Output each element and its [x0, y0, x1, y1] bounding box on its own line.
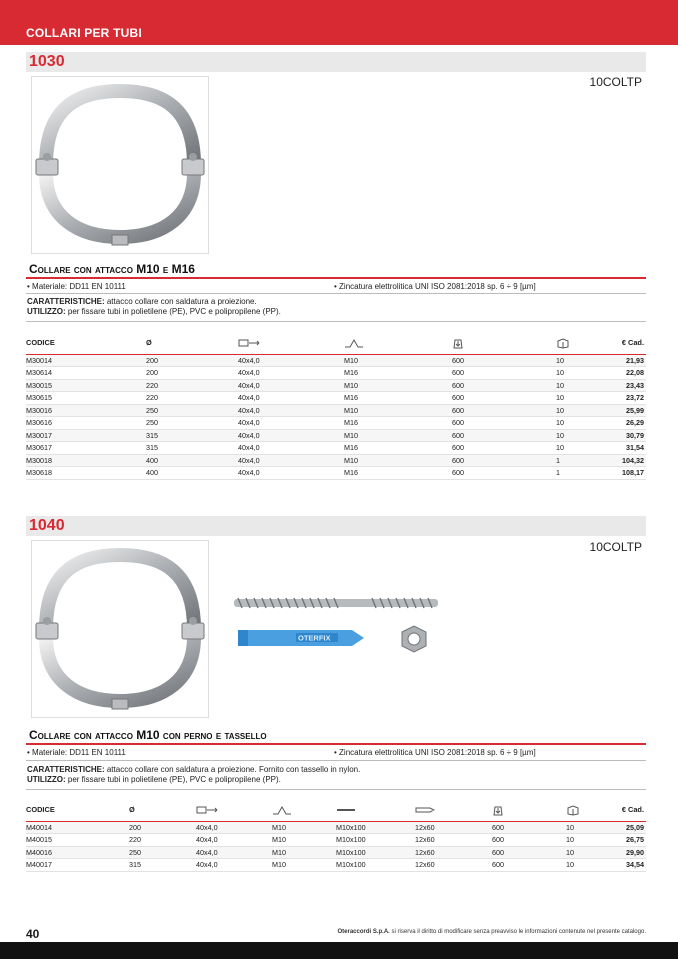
table-cell: M16 — [344, 392, 452, 405]
table-cell: 40x4,0 — [238, 467, 344, 480]
company-name: Oteraccordi S.p.A. — [337, 929, 390, 935]
table-cell: 10 — [566, 834, 611, 847]
table-cell: M40017 — [26, 859, 129, 872]
table-cell: 40x4,0 — [238, 404, 344, 417]
table-cell: 600 — [452, 417, 556, 430]
table-cell: 10 — [566, 859, 611, 872]
table-cell: 40x4,0 — [238, 454, 344, 467]
hex-nut-icon — [402, 626, 426, 652]
table-cell: 10 — [556, 367, 611, 380]
dowel-size-icon — [415, 806, 435, 814]
table-cell: M10x100 — [336, 846, 415, 859]
table-cell: 600 — [492, 859, 566, 872]
table-cell: 108,17 — [611, 467, 646, 480]
table-cell: 40x4,0 — [196, 846, 272, 859]
table-row — [26, 846, 646, 859]
table-cell: 600 — [492, 846, 566, 859]
product-description — [27, 297, 281, 317]
col-pack-icon — [556, 332, 611, 354]
load-weight-icon — [492, 804, 504, 816]
col-dowel-icon — [415, 799, 492, 821]
table-row — [26, 404, 646, 417]
table-cell: 40x4,0 — [238, 354, 344, 367]
table-cell: 40x4,0 — [238, 392, 344, 405]
table-cell: M30616 — [26, 417, 146, 430]
table-row — [26, 442, 646, 455]
nylon-dowel-icon — [238, 630, 364, 646]
table-cell: M10 — [272, 834, 336, 847]
category-title: COLLARI PER TUBI — [26, 26, 142, 40]
table-cell: 600 — [452, 454, 556, 467]
band-dimension-icon — [238, 339, 260, 347]
accessories-image — [232, 588, 442, 678]
load-weight-icon — [452, 337, 464, 349]
product-image-clamp — [31, 76, 209, 254]
table-cell: 22,08 — [611, 367, 646, 380]
col-bolt-icon — [336, 799, 415, 821]
usage-label: UTILIZZO: — [27, 307, 66, 316]
table-cell: 600 — [452, 367, 556, 380]
table-row — [26, 821, 646, 834]
table-cell: 600 — [452, 467, 556, 480]
table-cell: 10 — [556, 354, 611, 367]
table-cell: M30017 — [26, 429, 146, 442]
table-cell: 600 — [452, 379, 556, 392]
table-row — [26, 859, 646, 872]
table-cell: 10 — [556, 404, 611, 417]
table-cell: M16 — [344, 417, 452, 430]
product-table-1040 — [26, 799, 646, 872]
table-cell: 220 — [146, 392, 238, 405]
title-divider — [26, 743, 646, 745]
table-cell: M10 — [344, 429, 452, 442]
section-number: 1040 — [29, 517, 65, 534]
table-cell: 400 — [146, 454, 238, 467]
col-band-size-icon — [238, 332, 344, 354]
spec-divider — [26, 760, 646, 761]
table-header-row — [26, 332, 646, 354]
threaded-bolt-icon — [234, 598, 438, 608]
table-cell: 10 — [566, 846, 611, 859]
table-cell: 26,75 — [611, 834, 646, 847]
table-row — [26, 392, 646, 405]
table-cell: 40x4,0 — [196, 859, 272, 872]
table-cell: 10 — [556, 417, 611, 430]
col-band-size-icon — [196, 799, 272, 821]
table-row — [26, 429, 646, 442]
col-thread-icon — [344, 332, 452, 354]
table-cell: M40016 — [26, 846, 129, 859]
section-header-1040 — [26, 516, 646, 536]
table-cell: 10 — [556, 392, 611, 405]
product-title: Collare con attacco M10 e M16 — [29, 262, 195, 276]
table-cell: M30617 — [26, 442, 146, 455]
table-cell: M10x100 — [336, 821, 415, 834]
package-quantity-icon — [566, 804, 580, 816]
table-cell: 40x4,0 — [238, 367, 344, 380]
col-code: CODICE — [26, 799, 129, 821]
table-cell: 10 — [566, 821, 611, 834]
dowel-brand-text: OTERFIX — [298, 633, 331, 643]
table-cell: 12x60 — [415, 846, 492, 859]
table-cell: M16 — [344, 467, 452, 480]
table-row — [26, 834, 646, 847]
table-cell: 315 — [129, 859, 196, 872]
table-cell: 26,29 — [611, 417, 646, 430]
desc-divider — [26, 789, 646, 790]
section-header-1030 — [26, 52, 646, 72]
table-cell: M10 — [272, 859, 336, 872]
table-row — [26, 354, 646, 367]
col-diameter: Ø — [146, 332, 238, 354]
material-spec: • Materiale: DD11 EN 10111 — [27, 282, 126, 291]
table-row — [26, 379, 646, 392]
table-cell: M10 — [344, 379, 452, 392]
table-row — [26, 467, 646, 480]
bottom-bar — [0, 942, 678, 959]
table-cell: M30014 — [26, 354, 146, 367]
table-cell: 200 — [146, 354, 238, 367]
table-cell: M10 — [272, 846, 336, 859]
table-cell: 315 — [146, 429, 238, 442]
col-load-icon — [492, 799, 566, 821]
col-diameter: Ø — [129, 799, 196, 821]
table-cell: 220 — [146, 379, 238, 392]
table-cell: 250 — [129, 846, 196, 859]
table-cell: M10 — [344, 454, 452, 467]
table-cell: M10x100 — [336, 834, 415, 847]
usage-text: per fissare tubi in polietilene (PE), PVC e polipropilene (PP). — [65, 775, 281, 784]
table-cell: M16 — [344, 442, 452, 455]
table-cell: M40014 — [26, 821, 129, 834]
col-pack-icon — [566, 799, 611, 821]
table-cell: M30015 — [26, 379, 146, 392]
title-divider — [26, 277, 646, 279]
table-cell: M30615 — [26, 392, 146, 405]
table-cell: 200 — [129, 821, 196, 834]
table-cell: 34,54 — [611, 859, 646, 872]
table-cell: M30614 — [26, 367, 146, 380]
table-cell: 23,43 — [611, 379, 646, 392]
table-cell: M10 — [344, 354, 452, 367]
table-cell: M40015 — [26, 834, 129, 847]
characteristics-text: attacco collare con saldatura a proiezione. Fornito con tassello in nylon. — [104, 765, 361, 774]
table-cell: 21,93 — [611, 354, 646, 367]
product-code-tag: 10COLTP — [589, 540, 642, 554]
table-header-row — [26, 799, 646, 821]
table-cell: M10 — [344, 404, 452, 417]
table-cell: 25,09 — [611, 821, 646, 834]
characteristics-text: attacco collare con saldatura a proiezione. — [104, 297, 257, 306]
table-cell: M10x100 — [336, 859, 415, 872]
desc-divider — [26, 321, 646, 322]
table-cell: 200 — [146, 367, 238, 380]
characteristics-label: CARATTERISTICHE: — [27, 297, 105, 306]
table-cell: M30016 — [26, 404, 146, 417]
table-cell: 25,99 — [611, 404, 646, 417]
table-cell: 315 — [146, 442, 238, 455]
table-cell: 12x60 — [415, 821, 492, 834]
table-cell: 40x4,0 — [238, 417, 344, 430]
package-quantity-icon — [556, 337, 570, 349]
pipe-clamp-illustration — [32, 77, 208, 253]
table-cell: 10 — [556, 442, 611, 455]
characteristics-label: CARATTERISTICHE: — [27, 765, 105, 774]
table-cell: 29,90 — [611, 846, 646, 859]
product-title: Collare con attacco M10 con perno e tassello — [29, 728, 267, 742]
clamp-thread-icon — [344, 338, 364, 348]
table-cell: 600 — [452, 392, 556, 405]
disclaimer-text: si riserva il diritto di modificare senza preavviso le informazioni contenute nel presente catalogo. — [389, 929, 646, 935]
table-cell: 220 — [129, 834, 196, 847]
product-description — [27, 765, 360, 785]
coating-spec: • Zincatura elettrolitica UNI ISO 2081:2018 sp. 6 ÷ 9 [µm] — [334, 748, 536, 757]
table-cell: 600 — [492, 821, 566, 834]
table-cell: 12x60 — [415, 834, 492, 847]
coating-spec: • Zincatura elettrolitica UNI ISO 2081:2018 sp. 6 ÷ 9 [µm] — [334, 282, 536, 291]
section-number: 1030 — [29, 53, 65, 70]
table-cell: 40x4,0 — [196, 834, 272, 847]
table-cell: 12x60 — [415, 859, 492, 872]
product-table-1030 — [26, 332, 646, 480]
table-cell: 31,54 — [611, 442, 646, 455]
table-cell: 600 — [452, 429, 556, 442]
table-row — [26, 417, 646, 430]
spec-divider — [26, 293, 646, 294]
table-row — [26, 367, 646, 380]
table-cell: 1 — [556, 467, 611, 480]
table-cell: 600 — [452, 442, 556, 455]
table-cell: 250 — [146, 404, 238, 417]
table-cell: 23,72 — [611, 392, 646, 405]
table-cell: M10 — [272, 821, 336, 834]
table-cell: 600 — [452, 354, 556, 367]
table-cell: 10 — [556, 429, 611, 442]
table-cell: 600 — [492, 834, 566, 847]
table-cell: 1 — [556, 454, 611, 467]
col-price: € Cad. — [611, 332, 646, 354]
usage-text: per fissare tubi in polietilene (PE), PVC e polipropilene (PP). — [65, 307, 281, 316]
table-cell: 104,32 — [611, 454, 646, 467]
table-cell: 40x4,0 — [238, 429, 344, 442]
table-cell: 250 — [146, 417, 238, 430]
pipe-clamp-illustration — [32, 541, 208, 717]
bolt-dowel-nut-illustration — [232, 588, 442, 678]
footer-disclaimer — [338, 929, 647, 935]
usage-label: UTILIZZO: — [27, 775, 66, 784]
table-cell: 400 — [146, 467, 238, 480]
table-cell: 40x4,0 — [196, 821, 272, 834]
bolt-size-icon — [336, 807, 356, 813]
table-cell: 40x4,0 — [238, 442, 344, 455]
table-cell: 10 — [556, 379, 611, 392]
table-cell: 30,79 — [611, 429, 646, 442]
col-load-icon — [452, 332, 556, 354]
table-cell: M30018 — [26, 454, 146, 467]
table-cell: M30618 — [26, 467, 146, 480]
table-cell: 40x4,0 — [238, 379, 344, 392]
top-category-bar — [0, 0, 678, 45]
product-code-tag: 10COLTP — [589, 75, 642, 89]
clamp-thread-icon — [272, 805, 292, 815]
table-cell: 600 — [452, 404, 556, 417]
band-dimension-icon — [196, 806, 218, 814]
material-spec: • Materiale: DD11 EN 10111 — [27, 748, 126, 757]
table-cell: M16 — [344, 367, 452, 380]
table-row — [26, 454, 646, 467]
product-image-clamp — [31, 540, 209, 718]
col-price: € Cad. — [611, 799, 646, 821]
col-code: CODICE — [26, 332, 146, 354]
col-thread-icon — [272, 799, 336, 821]
page-number: 40 — [26, 927, 40, 941]
